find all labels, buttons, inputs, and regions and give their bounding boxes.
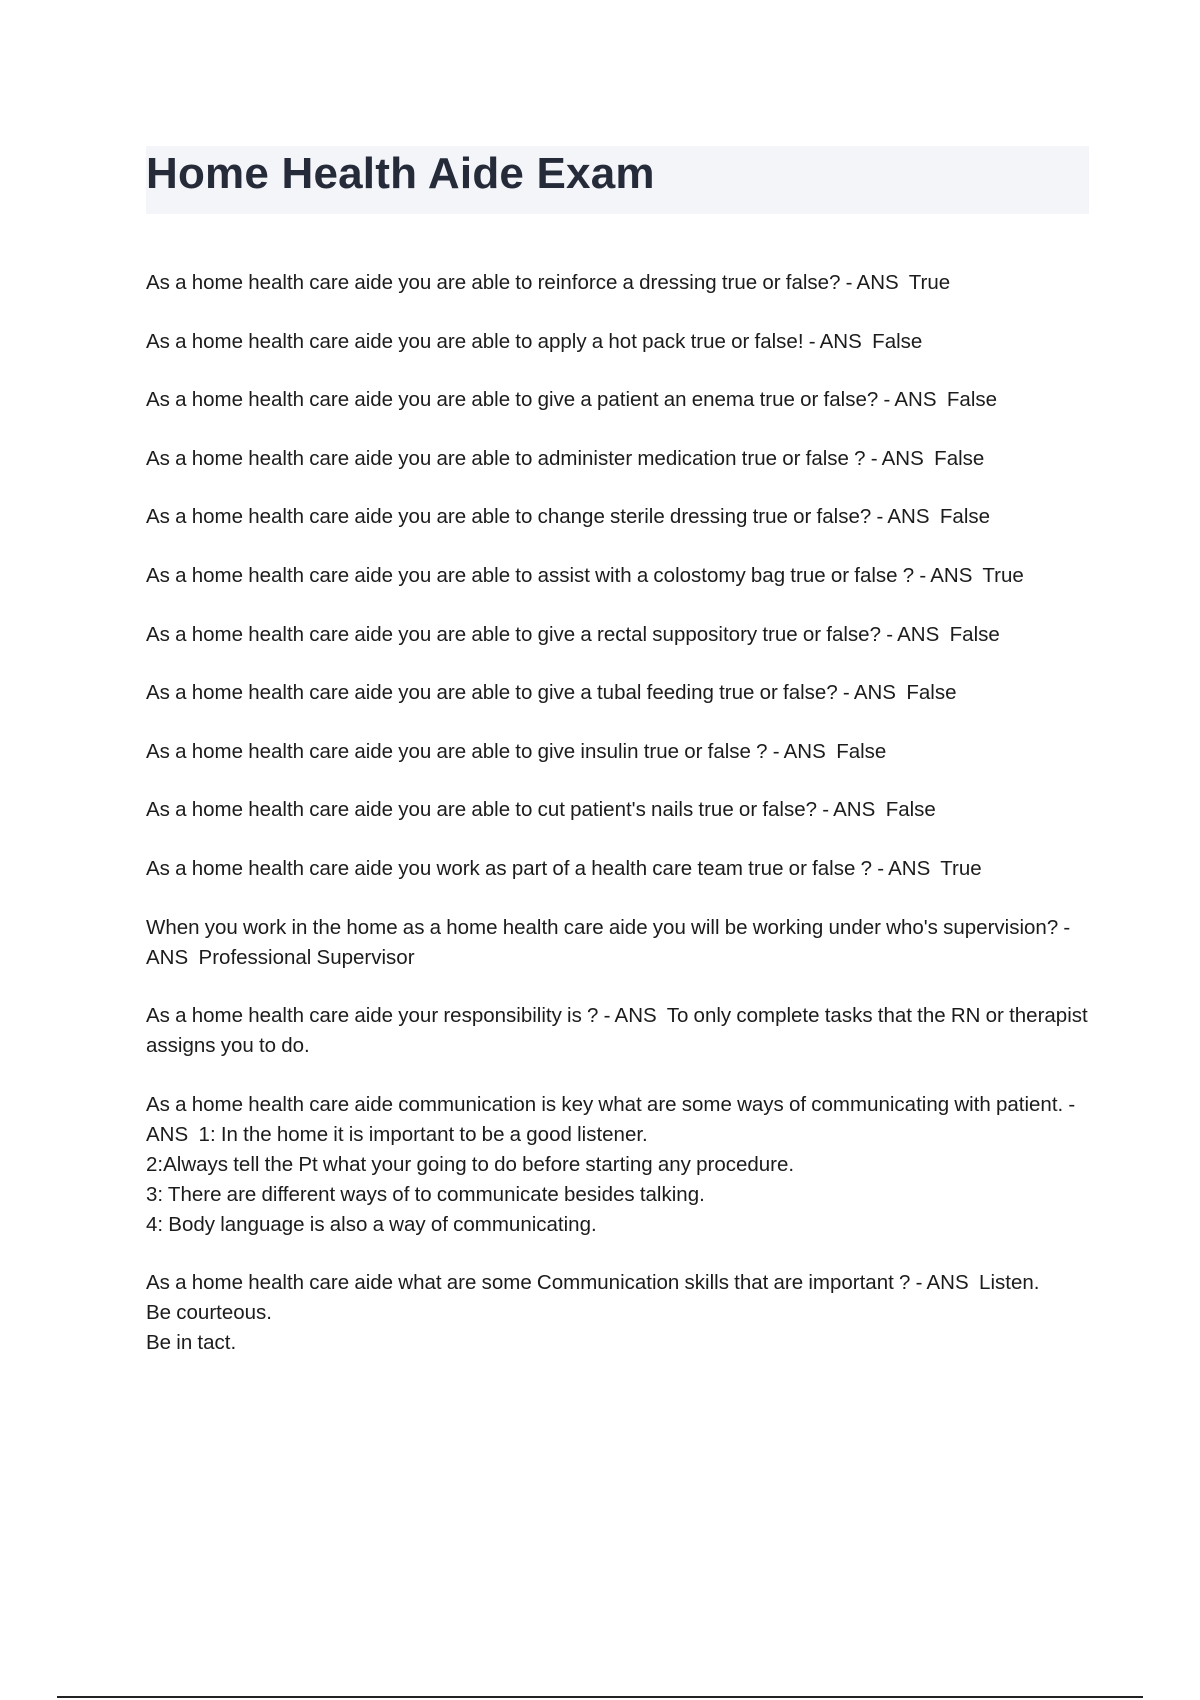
question-text: As a home health care aide you are able to apply a hot pack true or false! <box>146 329 804 353</box>
answer-separator: - ANS <box>865 446 935 470</box>
answer-text: True <box>940 856 982 880</box>
answer-text: False <box>906 681 957 705</box>
question-text: As a home health care aide your responsibility is ? <box>146 1004 599 1028</box>
answer-separator: - ANS <box>146 915 1075 969</box>
answer-text: False <box>946 388 998 412</box>
qa-item <box>146 1001 1101 1061</box>
question-text: As a home health care aide you are able to administer medication true or false ? <box>146 446 866 470</box>
question-text: As a home health care aide what are some Communication skills that are important ? <box>146 1271 911 1295</box>
qa-item <box>146 561 1101 591</box>
qa-item <box>146 1268 1101 1358</box>
answer-separator: - ANS <box>872 856 941 880</box>
qa-item <box>146 327 1101 357</box>
question-text: When you work in the home as a home health care aide you will be working under who's supervision? <box>146 915 1059 939</box>
question-text: As a home health care aide you are able to assist with a colostomy bag true or false ? <box>146 563 915 587</box>
answer-separator: - ANS <box>871 505 940 529</box>
answer-text: Professional Supervisor <box>198 945 415 969</box>
qa-list <box>146 268 1101 1358</box>
title-banner <box>146 146 1089 214</box>
qa-item <box>146 268 1101 298</box>
qa-item <box>146 913 1101 973</box>
question-text: As a home health care aide you work as part of a health care team true or false ? <box>146 856 872 880</box>
question-text: As a home health care aide you are able to give insulin true or false ? <box>146 739 768 763</box>
qa-item <box>146 385 1101 415</box>
qa-item <box>146 678 1101 708</box>
answer-text: 1: In the home it is important to be a good listener. 2:Always tell the Pt what your going to do before starting any procedure. 3: There are different ways of to communicate besides talking. 4: Body language is also a way of communicating. <box>146 1122 795 1236</box>
answer-text: False <box>885 798 936 822</box>
answer-separator: - ANS <box>914 563 983 587</box>
qa-item <box>146 1090 1101 1240</box>
answer-text: False <box>872 329 923 353</box>
page-title: Home Health Aide Exam <box>146 149 655 198</box>
question-text: As a home health care aide you are able to change sterile dressing true or false? <box>146 505 872 529</box>
answer-text: True <box>908 271 951 294</box>
answer-separator: - ANS <box>767 739 837 763</box>
question-text: As a home health care aide you are able to give a patient an enema true or false? <box>146 388 879 412</box>
answer-text: True <box>982 563 1024 587</box>
answer-separator: - ANS <box>837 681 907 705</box>
qa-item <box>146 795 1101 825</box>
answer-separator: - ANS <box>598 1004 667 1028</box>
question-text: As a home health care aide you are able to give a rectal suppository true or false? <box>146 622 881 646</box>
question-text: As a home health care aide you are able to give a tubal feeding true or false? <box>146 681 838 705</box>
footer-divider <box>57 1696 1143 1698</box>
qa-item <box>146 854 1101 884</box>
answer-text: False <box>934 446 985 470</box>
answer-separator: - ANS <box>910 1271 980 1295</box>
answer-text: False <box>949 622 1000 646</box>
qa-item <box>146 444 1101 474</box>
qa-item <box>146 502 1101 532</box>
question-text: As a home health care aide communication is key what are some ways of communicating with patient. <box>146 1092 1064 1116</box>
answer-text: False <box>836 739 887 763</box>
answer-separator: - ANS <box>840 271 909 294</box>
answer-separator: - ANS <box>878 388 947 412</box>
answer-separator: - ANS <box>803 329 873 353</box>
answer-text: False <box>939 505 991 529</box>
answer-text: To only complete tasks that the RN or therapist assigns you to do. <box>146 1004 1093 1058</box>
answer-separator: - ANS <box>817 798 886 822</box>
question-text: As a home health care aide you are able to reinforce a dressing true or false? <box>146 271 841 294</box>
qa-item <box>146 620 1101 650</box>
answer-separator: - ANS <box>881 622 950 646</box>
answer-text: Listen. Be courteous. Be in tact. <box>146 1271 1040 1355</box>
qa-item <box>146 737 1101 767</box>
question-text: As a home health care aide you are able to cut patient's nails true or false? <box>146 798 818 822</box>
answer-separator: - ANS <box>146 1092 1080 1146</box>
